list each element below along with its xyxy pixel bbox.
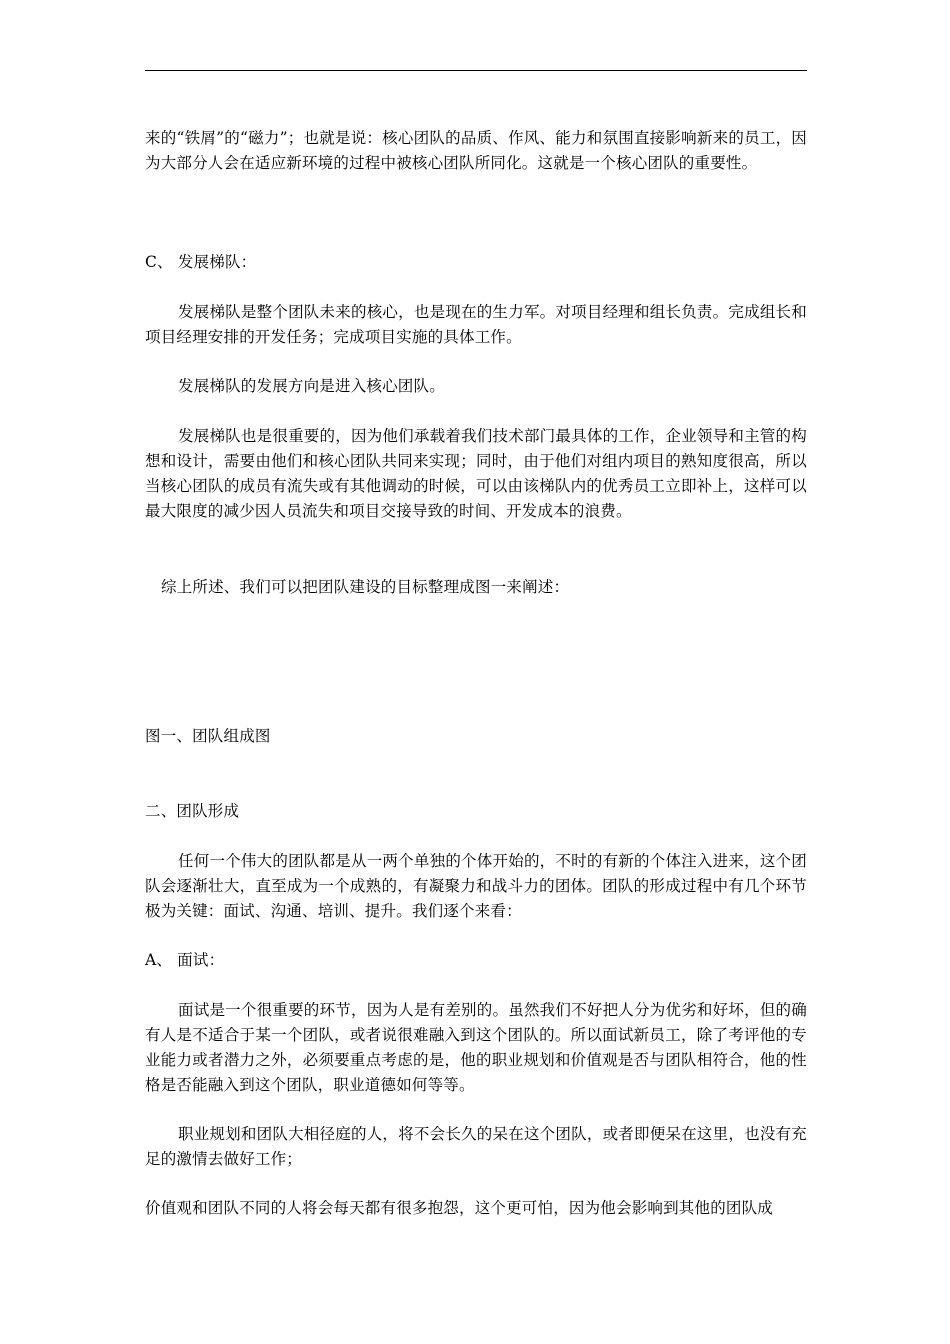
paragraph-team-formation: 任何一个伟大的团队都是从一两个单独的个体开始的，不时的有新的个体注入进来，这个团队会逐渐壮大，直至成为一个成熟的，有凝聚力和战斗力的团体。团队的形成过程中有几个环节极为关键：面试、沟通、培训、提升。我们逐个来看： — [145, 852, 807, 920]
paragraph-career-planning: 职业规划和团队大相径庭的人，将不会长久的呆在这个团队，或者即便呆在这里，也没有充足的激情去做好工作； — [145, 1125, 807, 1168]
paragraph-interview: 面试是一个很重要的环节，因为人是有差别的。虽然我们不好把人分为优劣和好坏，但的确有人是不适合于某一个团队，或者说很难融入到这个团队的。所以面试新员工，除了考评他的专业能力或者潜力之外，必须要重点考虑的是，他的职业规划和价值观是否与团队相符合，他的性格是否能融入到这个团队，职业道德如何等等。 — [145, 1001, 807, 1094]
header-rule — [145, 70, 807, 71]
paragraph-development-team: 发展梯队是整个团队未来的核心，也是现在的生力军。对项目经理和组长负责。完成组长和项目经理安排的开发任务；完成项目实施的具体工作。 — [145, 303, 807, 346]
section-heading-a-interview: A、 面试： — [145, 951, 225, 969]
paragraph-development-direction: 发展梯队的发展方向是进入核心团队。 — [178, 377, 445, 395]
paragraph-summary: 综上所述、我们可以把团队建设的目标整理成图一来阐述： — [161, 578, 570, 596]
section-heading-team-formation: 二、团队形成 — [145, 802, 240, 820]
paragraph-development-importance: 发展梯队也是很重要的，因为他们承载着我们技术部门最具体的工作，企业领导和主管的构想和设计，需要由他们和核心团队共同来实现；同时，由于他们对组内项目的熟知度很高，所以当核心团队的成员有流失或有其他调动的时候，可以由该梯队内的优秀员工立即补上，这样可以最大限度的减少因人员流失和项目交接导致的时间、开发成本的浪费。 — [145, 427, 807, 520]
section-heading-c: C、 发展梯队： — [145, 253, 257, 271]
paragraph-values: 价值观和团队不同的人将会每天都有很多抱怨，这个更可怕，因为他会影响到其他的团队成 — [145, 1199, 774, 1217]
paragraph-core-team-continued: 来的“铁屑”的“磁力”；也就是说：核心团队的品质、作风、能力和氛围直接影响新来的员工，因为大部分人会在适应新环境的过程中被核心团队所同化。这就是一个核心团队的重要性。 — [145, 129, 807, 172]
figure-caption: 图一、团队组成图 — [145, 727, 271, 745]
